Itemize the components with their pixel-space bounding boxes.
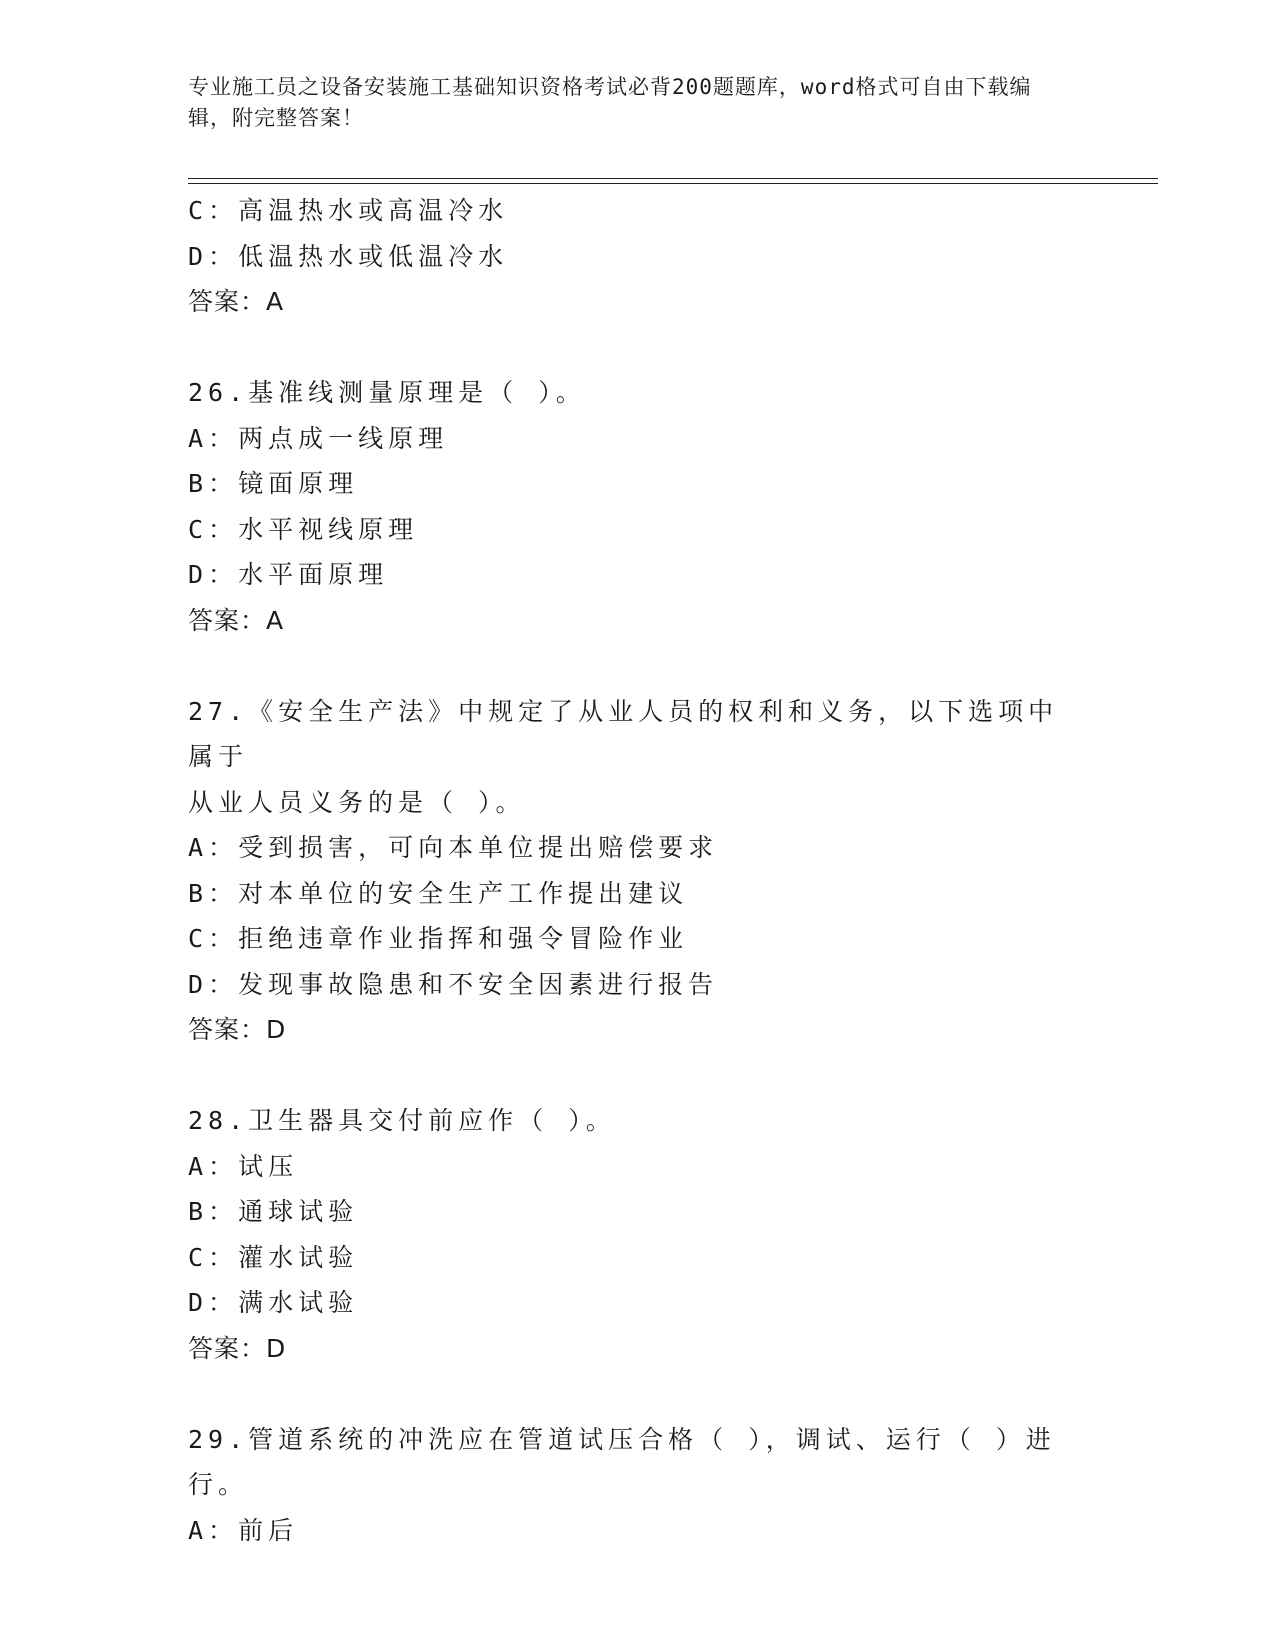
option-b: B：通球试验 (188, 1197, 359, 1226)
question-stem: 26.基准线测量原理是（ ）。 (188, 378, 586, 407)
option-a: A：两点成一线原理 (188, 423, 449, 453)
document-header (188, 72, 1068, 134)
option-d: D：发现事故隐患和不安全因素进行报告 (188, 969, 719, 999)
question-28 (188, 1098, 1088, 1371)
option-b: B：对本单位的安全生产工作提出建议 (188, 878, 689, 908)
option-c: C：高温热水或高温冷水 (188, 196, 509, 225)
header-divider-top (188, 178, 1158, 179)
option-b: B：镜面原理 (188, 469, 359, 498)
question-25-continued (188, 188, 1088, 325)
header-title: 专业施工员之设备安装施工基础知识资格考试必背200题题库，word格式可自由下载编辑，附完整答案！ (188, 75, 1032, 130)
option-d: D：水平面原理 (188, 560, 389, 589)
question-27 (188, 689, 1088, 1053)
question-stem-line-2: 从业人员义务的是（ ）。 (188, 787, 526, 817)
question-stem: 29.管道系统的冲洗应在管道试压合格（ ），调试、运行（ ）进行。 (188, 1424, 1056, 1499)
option-d: D：满水试验 (188, 1288, 359, 1317)
question-stem: 28.卫生器具交付前应作（ ）。 (188, 1106, 616, 1135)
header-divider-bottom (188, 183, 1158, 184)
question-26 (188, 370, 1088, 643)
option-a: A：受到损害，可向本单位提出赔偿要求 (188, 833, 719, 862)
answer-line: 答案：A (188, 605, 285, 635)
answer-line: 答案：D (188, 1015, 287, 1044)
option-a: A：前后 (188, 1515, 299, 1545)
answer-line: 答案：A (188, 287, 285, 316)
option-c: C：水平视线原理 (188, 514, 419, 544)
option-d: D：低温热水或低温冷水 (188, 241, 509, 271)
option-c: C：灌水试验 (188, 1242, 359, 1272)
question-list (188, 188, 1088, 1553)
question-29 (188, 1417, 1088, 1554)
option-c: C：拒绝违章作业指挥和强令冒险作业 (188, 924, 689, 953)
question-stem-line-1: 27.《安全生产法》中规定了从业人员的权利和义务，以下选项中属于 (188, 696, 1059, 771)
option-a: A：试压 (188, 1151, 299, 1181)
answer-line: 答案：D (188, 1333, 287, 1363)
